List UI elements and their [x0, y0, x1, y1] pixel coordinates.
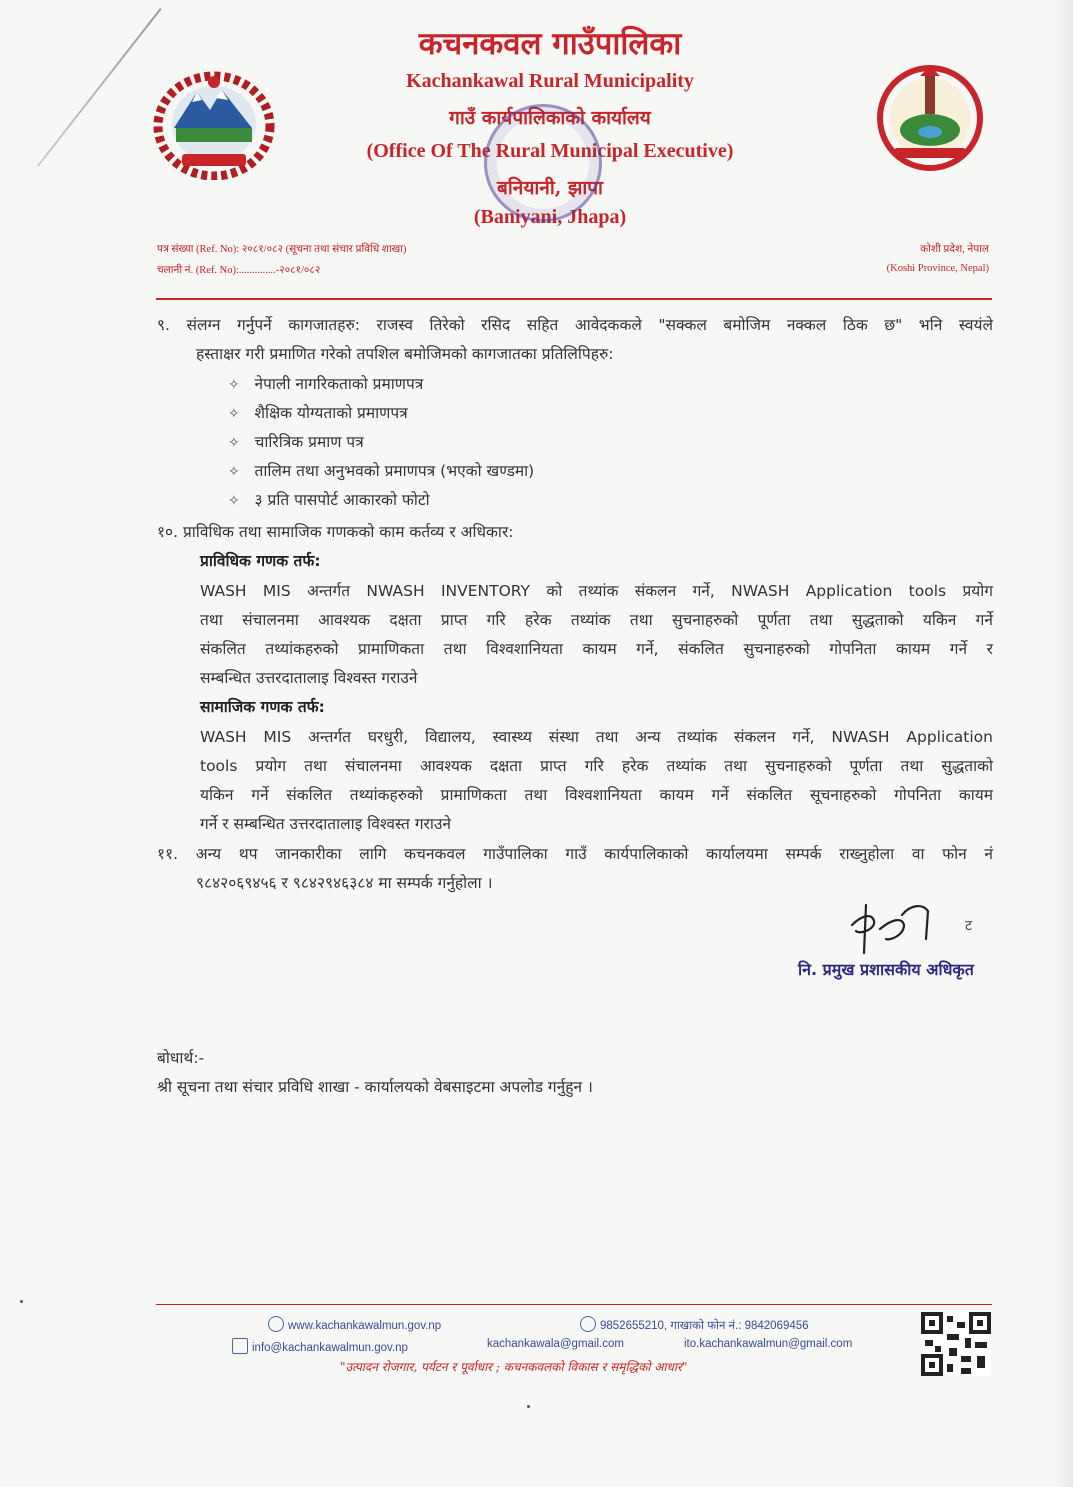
province-ne: कोशी प्रदेश, नेपाल	[920, 244, 989, 255]
address-en: (Baniyani, Jhapa)	[473, 206, 627, 228]
list-item: ✧ चारित्रिक प्रमाण पत्र	[228, 433, 364, 451]
phone-icon	[580, 1316, 596, 1332]
footer-slogan: "उत्पादन रोजगार, पर्यटन र पूर्वाधार ; कचनकवलको विकास र समृद्धिको आधार"	[340, 1360, 688, 1374]
bullet-icon: ✧	[228, 377, 240, 393]
item9-line2: हस्ताक्षर गरी प्रमाणित गरेको तपशिल बमोजिमको कागजातका प्रतिलिपिहरु:	[196, 345, 614, 363]
nepal-emblem-icon	[152, 66, 276, 180]
office-name-ne: गाउँ कार्यपालिकाको कार्यालय	[449, 107, 651, 129]
tech-paragraph-line: तथा संचालनमा आवश्यक दक्षता प्राप्त गरि हरेक तथ्यांक तथा सुचनाहरुको पूर्णता तथा सुद्धताको यकिन गर्ने	[200, 611, 993, 629]
social-paragraph-line: tools प्रयोग तथा संचालनमा आवश्यक दक्षता प्राप्त गरि हरेक तथ्यांक तथा सुचनाहरुको पूर्णता तथा सुद्धताको	[200, 757, 993, 775]
municipality-name-ne: कचनकवल गाउँपालिका	[418, 26, 682, 62]
tech-paragraph-line: WASH MIS अन्तर्गत NWASH INVENTORY को तथ्यांक संकलन गर्ने, NWASH Application tools प्रयोग	[200, 582, 993, 600]
footer-email-info[interactable]: info@kachankawalmun.gov.np	[232, 1338, 408, 1354]
footer-email-ito[interactable]: ito.kachankawalmun@gmail.com	[684, 1338, 853, 1350]
scan-speck	[20, 1300, 23, 1303]
social-paragraph-line: यकिन गर्ने संकलित तथ्यांकहरुको प्रामाणिकता तथा विश्वशानियता कायम गर्ने संकलित सूचनाहरुको गोपनिता कायम	[200, 786, 993, 804]
ref-number: पत्र संख्या (Ref. No): २०८१/०८२ (सूचना तथा संचार प्रविधि शाखा)	[157, 244, 407, 255]
globe-icon	[268, 1316, 284, 1332]
office-stamp	[484, 104, 602, 222]
item11-line2: ९८४२०६९४५६ र ९८४२९४६३८४ मा सम्पर्क गर्नुहोला ।	[196, 874, 493, 892]
bullet-icon: ✧	[228, 435, 240, 451]
tech-paragraph-line: सम्बन्धित उत्तरदातालाइ विश्वस्त गराउने	[200, 669, 418, 687]
list-item: ✧ तालिम तथा अनुभवको प्रमाणपत्र (भएको खण्डमा)	[228, 462, 535, 480]
item9-line1: ९. संलग्न गर्नुपर्ने कागजातहरु: राजस्व तिरेको रसिद सहित आवेदककले "सक्कल बमोजिम नक्कल ठिक छ" भनि स्वयंले	[157, 316, 993, 334]
province-en: (Koshi Province, Nepal)	[886, 263, 989, 274]
list-item: ✧ नेपाली नागरिकताको प्रमाणपत्र	[228, 375, 424, 393]
tech-enumerator-heading: प्राविधिक गणक तर्फ:	[200, 552, 321, 570]
signature-icon	[842, 895, 962, 965]
social-enumerator-heading: सामाजिक गणक तर्फ:	[200, 698, 325, 716]
footer-website[interactable]: www.kachankawalmun.gov.np	[268, 1316, 441, 1332]
signatory-title: नि. प्रमुख प्रशासकीय अधिकृत	[798, 960, 974, 979]
scan-shadow	[1055, 0, 1073, 1487]
item10-heading: १०. प्राविधिक तथा सामाजिक गणकको काम कर्तव्य र अधिकार:	[157, 523, 514, 541]
social-paragraph-line: WASH MIS अन्तर्गत घरधुरी, विद्यालय, स्वास्थ्य संस्था तथा अन्य तथ्यांक संकलन गर्ने, NWASH Application	[200, 728, 993, 746]
qr-code-icon	[921, 1312, 991, 1376]
address-ne: बनियानी, झापा	[497, 177, 603, 199]
municipality-logo-icon	[870, 64, 990, 172]
bullet-icon: ✧	[228, 464, 240, 480]
bullet-icon: ✧	[228, 493, 240, 509]
cc-label: बोधार्थ:-	[157, 1049, 205, 1067]
footer-divider	[156, 1304, 992, 1305]
list-item: ✧ ३ प्रति पासपोर्ट आकारको फोटो	[228, 491, 430, 509]
dispatch-number: चलानी नं. (Ref. No):..............-२०८१/०८२	[157, 265, 321, 276]
scan-edge-line	[37, 8, 162, 167]
social-paragraph-line: गर्ने र सम्बन्धित उत्तरदातालाइ विश्वस्त गराउने	[200, 815, 451, 833]
mail-icon	[232, 1338, 248, 1354]
cc-line: श्री सूचना तथा संचार प्रविधि शाखा - कार्यालयको वेबसाइटमा अपलोड गर्नुहुन ।	[157, 1078, 593, 1096]
municipality-name-en: Kachankawal Rural Municipality	[406, 70, 694, 92]
bullet-icon: ✧	[228, 406, 240, 422]
tech-paragraph-line: संकलित तथ्यांकहरुको प्रामाणिकता तथा विश्वशानियता कायम गर्ने, संकलित सुचनाहरुको गोपनिता कायम गर्ने र	[200, 640, 993, 658]
list-item: ✧ शैक्षिक योग्यताको प्रमाणपत्र	[228, 404, 408, 422]
header-divider	[156, 298, 992, 300]
scan-speck	[527, 1405, 530, 1408]
footer-email-gmail[interactable]: kachankawala@gmail.com	[487, 1338, 624, 1350]
item11-line1: ११. अन्य थप जानकारीका लागि कचनकवल गाउँपालिका गाउँ कार्यपालिकाको कार्यालयमा सम्पर्क राख्नुहोला वा फोन नं	[157, 845, 993, 863]
office-name-en: (Office Of The Rural Municipal Executive)	[366, 140, 734, 162]
footer-phone: 9852655210, गाखाको फोन नं.: 9842069456	[580, 1316, 809, 1333]
signature-mark: ट	[965, 918, 973, 934]
